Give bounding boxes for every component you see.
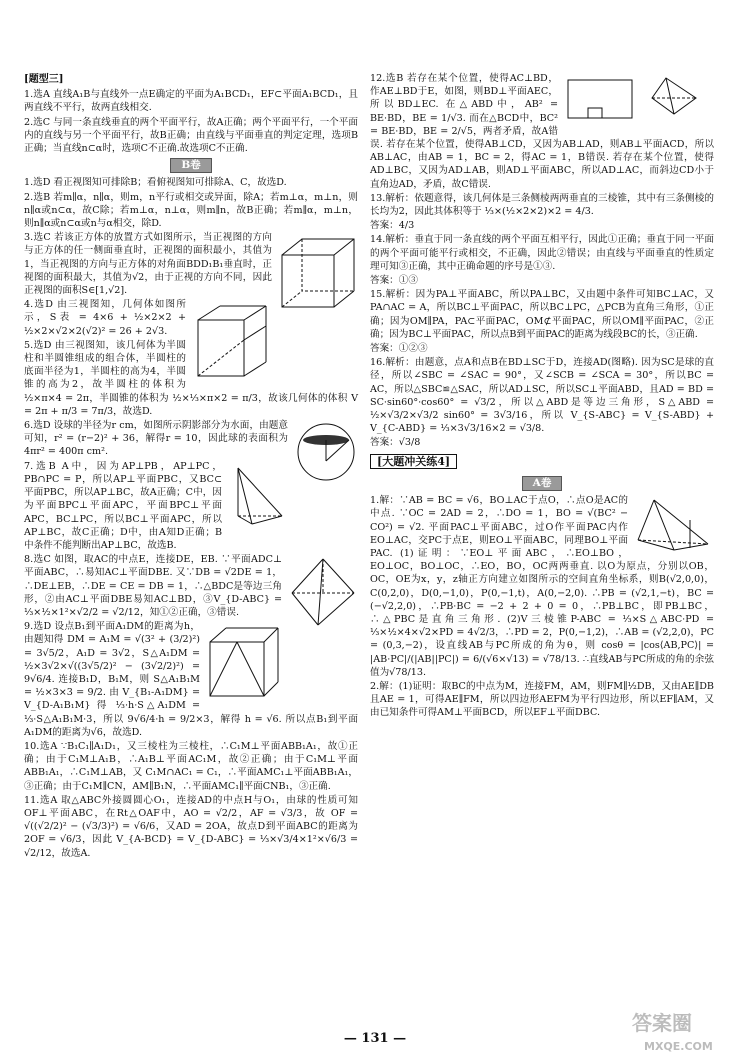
rectangle-fold-figure xyxy=(564,74,714,124)
b-volume-title: B卷 xyxy=(170,158,211,173)
b-volume-header xyxy=(24,158,358,173)
answer-b9: 9.选D 设点B₁到平面A₁DM的距离为h，由题知得 DM = A₁M = √(3² + (3/2)²) = 3√5/2，A₁D = 3√2，S△A₁DM = ½×3√2×√((3√5/2)² − (3√2/2)²) = 9√6/4. 连接B₁D，B₁M，则 S△A₁B₁M = ½×3×3 = 9/2. 由 V_{B₁-A₁DM} = V_{D-A₁B₁M} 得 ⅓·h·S△A₁DM = ⅓·S△A₁B₁M·3，所以 9√6/4·h = 9/2×3，解得 h = √6. 所以点B₁到平面A₁DM的距离为√6，故选D. xyxy=(24,621,358,738)
section-title-type3: [题型三] xyxy=(24,74,64,85)
answer-b5: 5.选D 由三视图知，该几何体为半圆柱和半圆锥组成的组合体，半圆柱的底面半径为1，半圆柱的高为4，半圆锥的高为2，故半圆柱的体积为 ½×π×4 = 2π，半圆锥的体积为 ½×⅓×π×2 = π/3，故该几何体的体积 V = 2π + π/3 = 7π/3，故选D. xyxy=(24,339,358,417)
answer-r14-result: 答案：①③ xyxy=(370,275,418,287)
cube-figure xyxy=(278,233,358,313)
answer-r12: 12.选B 若存在某个位置，使得AC⊥BD，作AE⊥BD于E，如图，则BD⊥平面AEC，所以BD⊥EC. 在△ABD中，AB² = BE·BD，BE = 1/√3. 而在△BCD中，BC² = BE·BD，BE = 2/√5，两者矛盾，故A错误. 若存在某个位置，使得AB⊥CD，又因为AB⊥AD，则AB⊥平面ACD，所以AB⊥AC，由AB = 1，BC = 2，得AC = 1，B错误. 若存在某个位置，使得AD⊥BC，又因为AD⊥AB，则AD⊥平面ABC，所以AD⊥AC，而斜边CD小于直角边AD，矛盾，故C错误. xyxy=(370,73,714,190)
answer-b10: 10.选A ∵B₁C₁∥A₁D₁，又三棱柱为三棱柱，∴C₁M⊥平面ABB₁A₁，故①正确；由于C₁M⊥A₁B，∴A₁B⊥平面AC₁M，故②正确；由于C₁M⊥平面ABB₁A₁，∴C₁M⊥AB，又 C₁M∩AC₁ = C₁，∴平面AMC₁⊥平面ABB₁A₁，③正确；由于C₁M∥CN，AM∥B₁N，∴平面AMC₁∥平面CNB₁，③正确. xyxy=(24,740,358,792)
answer-a1: 1.解：∵AB = BC = √6，BO⊥AC于点O，∴点O是AC的中点. ∵OC = 2AD = 2，∴DO = 1，BO = √(BC² − CO²) = √2. 平面PAC⊥平面ABC，过O作平面PAC内作EO⊥AC，交PC于点E，则EO⊥平面ABC，同理BO⊥平面PAC. (1)证明：∵EO⊥平面ABC，∴EO⊥BO，EO⊥OC，BO⊥OC，∴EO，BO，OC两两垂直. 以O为原点，分别以OB，OC，OE为x，y，z轴正方向建立如图所示的空间直角坐标系，则B(√2,0,0)，C(0,2,0)，D(0,−1,0)，P(0,−1,t)，A(0,−2,0). ∴PB = (√2,1,−t)，BC = (−√2,2,0)，∴PB·BC = −2 + 2 + 0 = 0，∴PB⊥BC，即PB⊥BC，∴△PBC是直角三角形. (2)V三棱锥P-ABC = ⅓×S△ABC·PD = ⅓×½×4×√2×PD = 4√2/3，∴PD = 2，P(0,−1,2)，∴AB = (√2,2,0)，PC = (0,3,−2)，设直线AB与PC所成的角为θ，则 cosθ = |cos⟨AB,PC⟩| = |AB·PC|/(|AB||PC|) = 6/(√6×√13) = √78/13. ∴直线AB与PC所成的角的余弦值为√78/13. xyxy=(370,495,714,678)
answer-b11: 11.选A 取△ABC外接圆圆心O₁，连接AD的中点H与O₁，由球的性质可知OF⊥平面ABC，在Rt△OAF中，AO = √2/2，AF = √3/3，故 OF = √((√2/2)² − (√3/3)²) = √6/6，又AD = 2OA，故点D到平面ABC的距离为 2OF = √6/3，因此 V_{A-BCD} = V_{D-ABC} = ⅓×√3/4×1²×√6/3 = √2/12，故选A. xyxy=(24,794,358,859)
tetrahedron-figure xyxy=(228,462,288,528)
answer-q1: 1.选A 直线A₁B与直线外一点E确定的平面为A₁BCD₁，EF⊂平面A₁BCD₁，且两直线不平行，故两直线相交. xyxy=(24,89,358,114)
right-column xyxy=(370,72,714,721)
answer-b1: 1.选D 看正视图知可排除B；看俯视图知可排除A、C，故选D. xyxy=(24,177,287,189)
answer-r16: 16.解析：由题意，点A和点B在BD⊥SC于D，连接AD(图略). 因为SC是球的直径，所以∠SBC = ∠SAC = 90°，又∠SCB = ∠SCA = 30°，所以BC = AC，所以△SBC≌△SAC，所以AD⊥SC，所以SC⊥平面ABD，且AD = BD = SC·sin60°·cos60° = √3/2，所以△ABD是等边三角形，S△ABD = ½×√3/2×√3/2 sin60° = 3√3/16，所以 V_{S-ABC} = V_{S-ABD} + V_{C-ABD} = ⅓×3√3/16×2 = √3/8. xyxy=(370,357,714,435)
answer-q2: 2.选C 与同一条直线垂直的两个平面平行，故A正确；两个平面平行，一个平面内的直线与另一个平面平行，故B正确；由直线与平面垂直的判定定理，选项B正确；当直线n⊂α时，选项C不正确.故选项C不正确. xyxy=(24,116,358,155)
svg-text:答案圈: 答案圈 xyxy=(632,1011,692,1035)
answer-r13-result: 答案：4/3 xyxy=(370,220,415,232)
answer-r15: 15.解析：因为PA⊥平面ABC，所以PA⊥BC，又由题中条件可知BC⊥AC，又PA∩AC = A，所以BC⊥平面PAC，所以BC⊥PC，△PCB为直角三角形，①正确；因为OM∥PA，PA⊂平面PAC，OM⊄平面PAC，所以OM∥平面PAC，②正确；因为BC⊥平面PAC，所以点B到平面PAC的距离为线段BC的长，③正确. xyxy=(370,289,714,340)
answer-a2: 2.解：(1)证明：取BC的中点为M，连接FM，AM，则FM∥½DB，又由AE∥DB且AE = 1，可得AE∥FM，所以四边形AEFM为平行四边形，所以EF∥AM，又由已知条件可得AM⊥平面BCD，所以EF⊥平面DBC. xyxy=(370,680,714,719)
a-volume-header xyxy=(370,476,714,491)
watermark-logo xyxy=(626,1004,736,1058)
answer-b2: 2.选B 若m∥α，n∥α，则m，n平行或相交或异面，除A；若m⊥α，m⊥n，则n∥α或n⊂α，故C除；若m⊥α，n⊥α，则m∥n，故B正确；若m∥α，m⊥n，则n∥α或n⊂α或n与α相交，除D. xyxy=(24,191,358,230)
answer-b7: 7.选B A中，因为AP⊥PB，AP⊥PC，PB∩PC = P，所以AP⊥平面PBC，又BC⊂平面PBC，所以AP⊥BC，故A正确；C中，因为平面BPC⊥平面APC，平面BPC⊥平面APC，BC⊥PC，所以BC⊥平面APC，所以AP⊥BC，故C正确；D中，由A知D正确；B中条件不能判断出AP⊥BC，故选B. xyxy=(24,460,222,551)
answer-b4: 4.选D 由三视图知，几何体如图所示，S表 = 4×6 + ½×2×2 + ½×2×√2×2(√2)² = 26 + 2√3. xyxy=(24,299,186,337)
answer-r16-result: 答案：√3/8 xyxy=(370,437,421,449)
answer-r13: 13.解析：依题意得，该几何体是三条侧棱两两垂直的三棱锥，其中有三条侧棱的长均为2，因此其体积等于 ⅓×(½×2×2)×2 = 4/3. xyxy=(370,192,714,218)
sphere-figure xyxy=(294,421,358,483)
cube-diagonal-figure xyxy=(206,622,282,700)
answer-b3: 3.选C 若该正方体的放置方式如图所示，当正视图的方向与正方体的任一侧面垂直时，正视图的面积最小，其值为1，当正视图的方向与正方体的对角面BDD₁B₁垂直时，正视图的面积最大，其值为√2，由于正视的方向不同，因此正视图的面积S∈[1,√2]. xyxy=(24,232,272,297)
answer-b8: 8.选C 如图，取AC的中点E，连接DE，EB. ∵平面ADC⊥平面ABC，∴易知AC⊥平面DBE. 又∵DB = √2DE = 1，∴DE⊥EB，∴DE = CE = DB = 1，∴△BDC是等边三角形，②由AC⊥平面DBE易知AC⊥BD，③V_{D-ABC} = ⅓×½×1²×√2/2 = √2/12，知①②正确，③错误. xyxy=(24,554,282,618)
page-number: — 131 — xyxy=(343,1031,407,1046)
section-title-big-questions: [大题冲关练4] xyxy=(370,454,457,469)
answer-r15-result: 答案：①②③ xyxy=(370,343,428,355)
left-column xyxy=(24,72,358,861)
answer-b6: 6.选D 设球的半径为r cm，如图所示阴影部分为水面，由题意可知，r² = (r−2)² + 36，解得r = 10，因此球的表面积为 4πr² = 400π cm². xyxy=(24,420,288,458)
prism-figure xyxy=(192,300,272,380)
answer-r14: 14.解析：垂直于同一条直线的两个平面互相平行，因此①正确；垂直于同一平面的两个平面可能平行或相交，不正确，因此②错误；由直线与平面垂直的性质定理可知③正确，其中正确命题的序号是①③. xyxy=(370,234,714,272)
octahedron-figure xyxy=(288,555,358,629)
pyramid-figure xyxy=(634,496,714,552)
a-volume-title: A卷 xyxy=(522,476,563,491)
svg-text:MXQE.COM: MXQE.COM xyxy=(644,1040,713,1053)
